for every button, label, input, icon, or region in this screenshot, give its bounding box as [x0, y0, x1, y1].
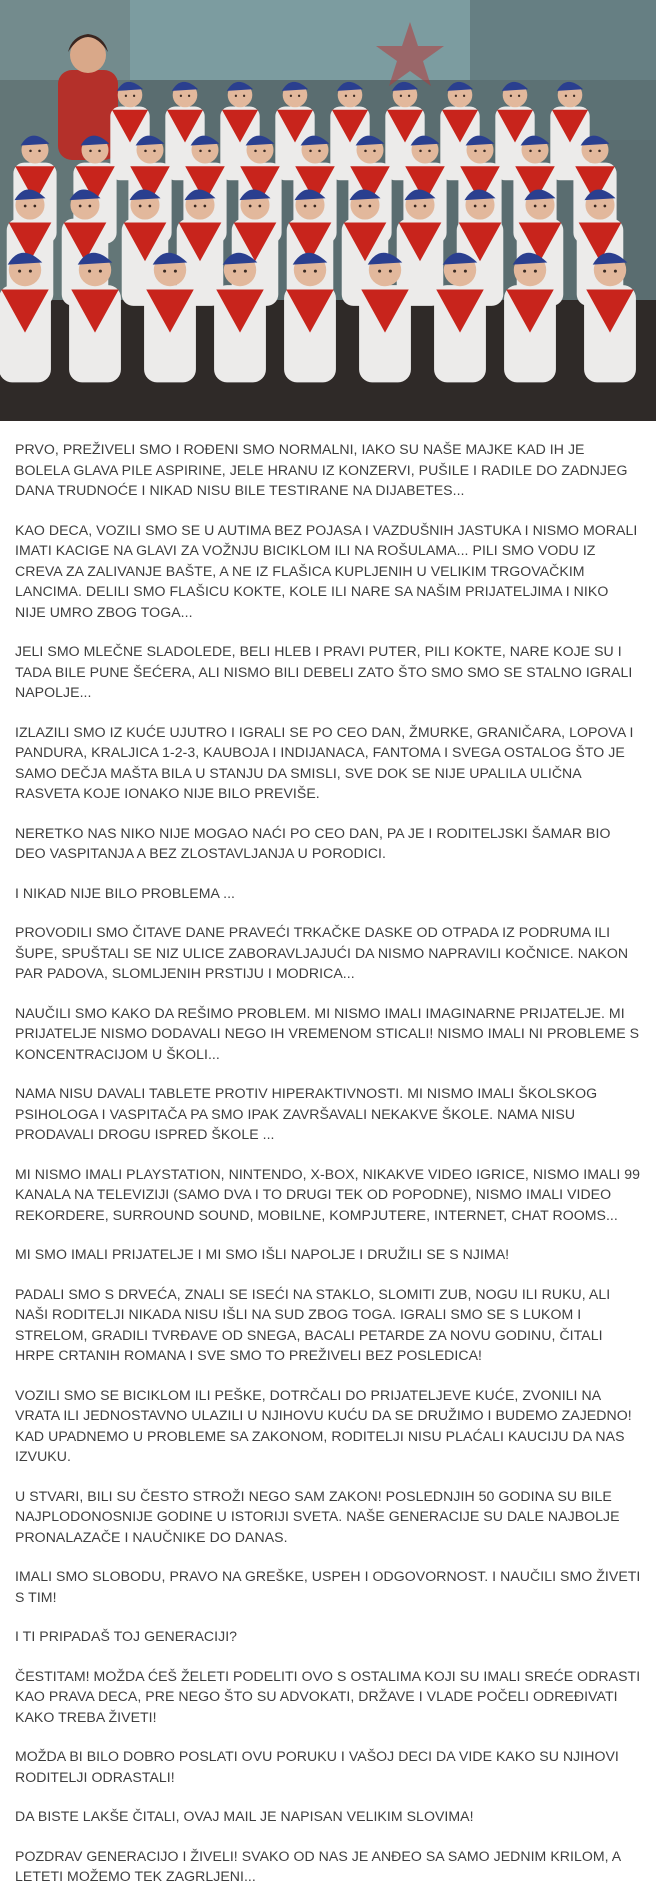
paragraph: I NIKAD NIJE BILO PROBLEMA ...	[15, 884, 236, 901]
paragraph: ČESTITAM! MOŽDA ĆEŠ ŽELETI PODELITI OVO S OSTALIMA KOJI SU IMALI SREĆE ODRASTI KAO PRAVA DECA, PRE NEGO ŠTO SU ADVOKATI, DRŽAVE I VLADE POČELI ODREĐIVATI KAKO TREBA ŽIVETI!	[15, 1667, 641, 1725]
paragraph: IMALI SMO SLOBODU, PRAVO NA GREŠKE, USPEH I ODGOVORNOST. I NAUČILI SMO ŽIVETI S TIM!	[15, 1568, 641, 1605]
paragraph: JELI SMO MLEČNE SLADOLEDE, BELI HLEB I PRAVI PUTER, PILI KOKTE, NARE KOJE SU I TADA BILE PUNE ŠEĆERA, ALI NISMO BILI DEBELI ZATO ŠTO SMO SMO SE STALNO IGRALI NAPOLJE...	[15, 643, 633, 700]
article-body	[0, 421, 656, 1887]
paragraph: NAMA NISU DAVALI TABLETE PROTIV HIPERAKTIVNOSTI. MI NISMO IMALI ŠKOLSKOG PSIHOLOGA I VASPITAČA PA SMO IPAK ZAVRŠAVALI NEKAKVE ŠKOLE. NAMA NISU PRODAVALI DROGU ISPRED ŠKOLE ...	[15, 1085, 598, 1142]
pioneers-group-illustration	[0, 0, 656, 421]
paragraph: IZLAZILI SMO IZ KUĆE UJUTRO I IGRALI SE PO CEO DAN, ŽMURKE, GRANIČARA, LOPOVA I PANDURA, KRALJICA 1-2-3, KAUBOJA I INDIJANACA, FANTOMA I SVEGA OSTALOG ŠTO JE SAMO DEČJA MAŠTA BILA U STANJU DA SMISLI, SVE DOK SE NIJE UPALILA ULIČNA RASVETA KOJE IONAKO NIJE BILO PREVIŠE.	[15, 723, 634, 801]
paragraph: MI NISMO IMALI PLAYSTATION, NINTENDO, X-BOX, NIKAKVE VIDEO IGRICE, NISMO IMALI 99 KANALA NA TELEVIZIJI (SAMO DVA I TO DRUGI TEK OD POPODNE), NISMO IMALI VIDEO REKORDERE, SURROUND SOUND, MOBILNE, KOMPJUTERE, INTERNET, CHAT ROOMS...	[15, 1165, 641, 1223]
paragraph: PADALI SMO S DRVEĆA, ZNALI SE ISEĆI NA STAKLO, SLOMITI ZUB, NOGU ILI RUKU, ALI NAŠI RODITELJI NIKADA NISU IŠLI NA SUD ZBOG TOGA. IGRALI SMO SE S LUKOM I STRELOM, GRADILI TVRĐAVE OD SNEGA, BACALI PETARDE ZA NOVU GODINU, ČITALI HRPE CRTANIH ROMANA I SVE SMO TO PREŽIVELI BEZ POSLEDICA!	[15, 1285, 611, 1363]
paragraph: VOZILI SMO SE BICIKLOM ILI PEŠKE, DOTRČALI DO PRIJATELJEVE KUĆE, ZVONILI NA VRATA ILI JEDNOSTAVNO ULAZILI U NJIHOVU KUĆU DA SE DRUŽIMO I BUDEMO ZAJEDNO! KAD UPADNEMO U PROBLEME SA ZAKONOM, RODITELJI NISU PLAĆALI KAUCIJU DA NAS IZVUKU.	[15, 1386, 632, 1464]
paragraph: PROVODILI SMO ČITAVE DANE PRAVEĆI TRKAČKE DASKE OD OTPADA IZ PODRUMA ILI ŠUPE, SPUŠTALI SE NIZ ULICE ZABORAVLJAJUĆI DA NISMO NAPRAVILI KOČNICE. NAKON PAR PADOVA, SLOMLJENIH PRSTIJU I MODRICA...	[15, 924, 629, 981]
paragraph: NAUČILI SMO KAKO DA REŠIMO PROBLEM. MI NISMO IMALI IMAGINARNE PRIJATELJE. MI PRIJATELJE NISMO DODAVALI NEGO IH VREMENOM STICALI! NISMO IMALI NI PROBLEME S KONCENTRACIJOM U ŠKOLI...	[15, 1004, 640, 1062]
class-photo	[0, 0, 656, 421]
paragraph: MOŽDA BI BILO DOBRO POSLATI OVU PORUKU I VAŠOJ DECI DA VIDE KAKO SU NJIHOVI RODITELJI ODRASTALI!	[15, 1748, 619, 1785]
paragraph: KAO DECA, VOZILI SMO SE U AUTIMA BEZ POJASA I VAZDUŠNIH JASTUKA I NISMO MORALI IMATI KACIGE NA GLAVI ZA VOŽNJU BICIKLOM ILI NA ROŠULAMA... PILI SMO VODU IZ CREVA ZA ZALIVANJE BAŠTE, A NE IZ FLAŠICA KUPLJENIH U VELIKIM TRGOVAČKIM LANCIMA. DELILI SMO FLAŠICU KOKTE, KOLE ILI NARE SA NAŠIM PRIJATELJIMA I NIKO NIJE UMRO ZBOG TOGA...	[15, 521, 638, 620]
paragraph: NERETKO NAS NIKO NIJE MOGAO NAĆI PO CEO DAN, PA JE I RODITELJSKI ŠAMAR BIO DEO VASPITANJA A BEZ ZLOSTAVLJANJA U PORODICI.	[15, 824, 611, 861]
paragraph: PRVO, PREŽIVELI SMO I ROĐENI SMO NORMALNI, IAKO SU NAŠE MAJKE KAD IH JE BOLELA GLAVA PILE ASPIRINE, JELE HRANU IZ KONZERVI, PUŠILE I RADILE DO ZADNJEG DANA TRUDNOĆE I NIKAD NISU BILE TESTIRANE NA DIJABETES...	[15, 441, 628, 498]
paragraph: DA BISTE LAKŠE ČITALI, OVAJ MAIL JE NAPISAN VELIKIM SLOVIMA!	[15, 1808, 474, 1824]
paragraph: I TI PRIPADAŠ TOJ GENERACIJI?	[15, 1628, 238, 1644]
paragraph: U STVARI, BILI SU ČESTO STROŽI NEGO SAM ZAKON! POSLEDNJIH 50 GODINA SU BILE NAJPLODONOSNIJE GODINE U ISTORIJI SVETA. NAŠE GENERACIJE SU DALE NAJBOLJE PRONALAZAČE I NAUČNIKE DO DANAS.	[15, 1487, 620, 1545]
paragraph: MI SMO IMALI PRIJATELJE I MI SMO IŠLI NAPOLJE I DRUŽILI SE S NJIMA!	[15, 1246, 510, 1262]
paragraph: POZDRAV GENERACIJO I ŽIVELI! SVAKO OD NAS JE ANĐEO SA SAMO JEDNIM KRILOM, A LETETI MOŽEMO TEK ZAGRLJENI...	[15, 1847, 621, 1884]
